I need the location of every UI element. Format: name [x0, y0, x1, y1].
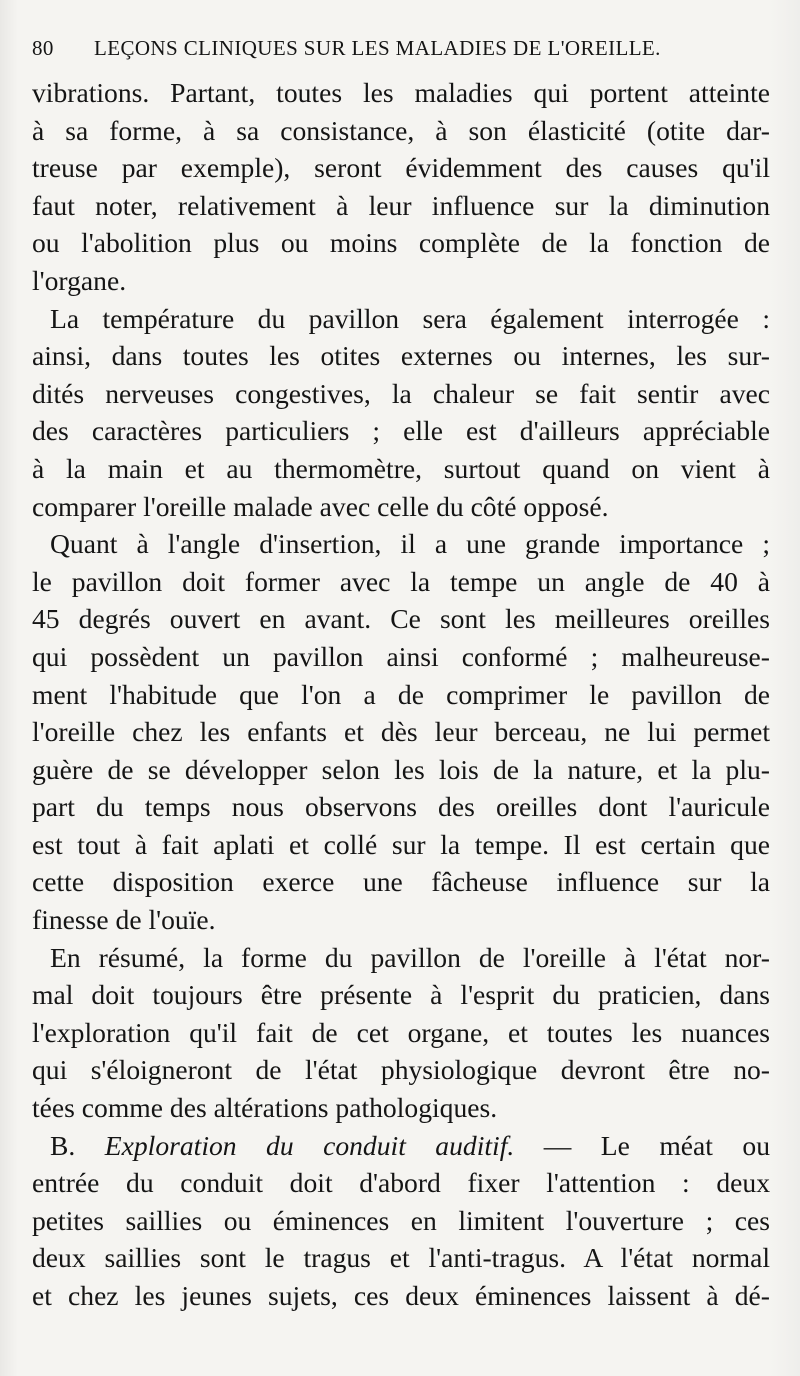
text-line: le pavillon doit former avec la tempe un angle de 40 à	[32, 565, 770, 597]
text-line: ment l'habitude que l'on a de comprimer le pavillon de	[32, 678, 770, 710]
text-line: qui s'éloigneront de l'état physiologique devront être no-	[32, 1054, 770, 1086]
section-title: Exploration du conduit auditif.	[104, 1129, 515, 1161]
text-line: deux saillies sont le tragus et l'anti-tragus. A l'état normal	[32, 1242, 770, 1274]
text-line: qui possèdent un pavillon ainsi conformé ; malheureuse-	[32, 640, 770, 672]
text-line: entrée du conduit doit d'abord fixer l'attention : deux	[32, 1167, 770, 1199]
text-line: petites saillies ou éminences en limitent l'ouverture ; ces	[32, 1204, 770, 1236]
text-line: mal doit toujours être présente à l'esprit du praticien, dans	[32, 979, 770, 1011]
section-label: B.	[50, 1129, 76, 1161]
text-line: tées comme des altérations pathologiques.	[32, 1092, 498, 1124]
text-line: Quant à l'angle d'insertion, il a une grande importance ;	[50, 528, 770, 560]
text-line: et chez les jeunes sujets, ces deux éminences laissent à dé-	[32, 1280, 770, 1311]
page-number: 80	[32, 36, 54, 60]
text-line: ainsi, dans toutes les otites externes ou internes, les sur-	[32, 340, 770, 372]
text-line: cette disposition exerce une fâcheuse influence sur la	[32, 866, 770, 898]
text-line: guère de se développer selon les lois de la nature, et la plu-	[32, 753, 770, 785]
paragraph-2	[32, 300, 770, 526]
text-line: à sa forme, à sa consistance, à son élasticité (otite dar-	[32, 114, 770, 146]
text-line: dités nerveuses congestives, la chaleur se fait sentir avec	[32, 377, 770, 409]
text-line: l'organe.	[32, 264, 127, 296]
paragraph-1	[32, 74, 770, 300]
text-line: à la main et au thermomètre, surtout quand on vient à	[32, 452, 770, 484]
paragraph-3	[32, 525, 770, 939]
text-line: ou l'abolition plus ou moins complète de la fonction de	[32, 227, 770, 259]
text-line: part du temps nous observons des oreilles dont l'auricule	[32, 791, 770, 823]
text-line: treuse par exemple), seront évidemment des causes qu'il	[32, 152, 770, 184]
text-line: l'exploration qu'il fait de cet organe, et toutes les nuances	[32, 1016, 770, 1048]
section-heading-rest: — Le méat ou	[514, 1129, 770, 1161]
text-line: finesse de l'ouïe.	[32, 904, 216, 936]
text-line: En résumé, la forme du pavillon de l'oreille à l'état nor-	[50, 941, 770, 973]
text-line: vibrations. Partant, toutes les maladies qui portent atteinte	[32, 77, 770, 108]
section-b-heading-line	[32, 1127, 770, 1165]
running-head: LEÇONS CLINIQUES SUR LES MALADIES DE L'OREILLE.	[94, 36, 661, 60]
paragraph-section-b	[32, 1127, 770, 1315]
text-line: 45 degrés ouvert en avant. Ce sont les meilleures oreilles	[32, 603, 770, 635]
text-line: faut noter, relativement à leur influence sur la diminution	[32, 189, 770, 221]
text-line: est tout à fait aplati et collé sur la tempe. Il est certain que	[32, 828, 770, 860]
text-line: La température du pavillon sera également interrogée :	[50, 302, 770, 334]
body-text	[32, 74, 770, 1315]
text-line: l'oreille chez les enfants et dès leur berceau, ne lui permet	[32, 716, 770, 748]
paragraph-4	[32, 939, 770, 1127]
page-header	[32, 36, 770, 68]
text-line: des caractères particuliers ; elle est d'ailleurs appréciable	[32, 415, 770, 447]
text-line: comparer l'oreille malade avec celle du côté opposé.	[32, 490, 609, 522]
